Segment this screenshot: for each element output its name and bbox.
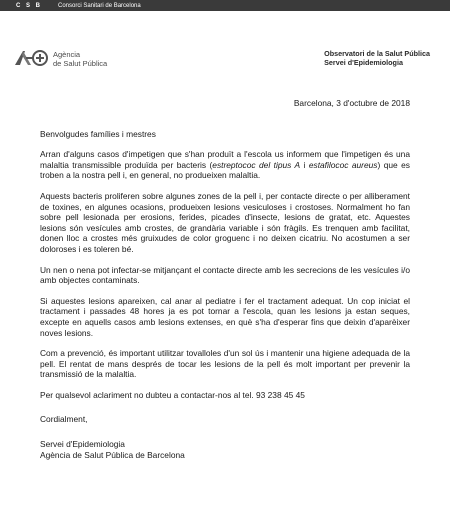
agency-name-line2: de Salut Pública <box>53 59 108 68</box>
paragraph-prevention: Com a prevenció, és important utilitzar tovalloles d'un sol ús i mantenir una higiene adequada de la pell. El rentat de mans després de tocar les lesions de la pell és molt important per prevenir la transmissió de la malaltia. <box>40 348 410 380</box>
servei-line: Servei d'Epidemiologia <box>324 58 403 67</box>
paragraph-treatment: Si aquestes lesions apareixen, cal anar al pediatre i fer el tractament adequat. Un cop iniciat el tractament i passades 48 hores ja es pot tornar a l'escola, quan les lesions ja estan seques, excepte en aquells casos amb lesions extenses, en què s'ha d'esperar fins que deixin d'aparèixer noves lesions. <box>40 295 410 338</box>
csb-abbreviation: C S B <box>16 2 43 9</box>
paragraph-intro <box>40 149 410 181</box>
paragraph-description: Aquests bacteris proliferen sobre algunes zones de la pell i, per contacte directe o per alliberament de toxines, en algunes ocasions, produeixen lesions vesiculoses i crostoses. Normalment ho fan sobre pell lesionada per erosions, ferides, picades d'insecte, lesions de gratat, etc. Aquestes lesions són vesícules amb crostes, de grandària variable i són fràgils. Es trenquen amb facilitat, donen lloc a crostes més gruixudes de color groguenc i no deixen cicatriu. No acostumen a ser doloroses i es toleren bé. <box>40 190 410 254</box>
paragraph-contact: Per qualsevol aclariment no dubteu a contactar-nos al tel. 93 238 45 45 <box>40 389 305 400</box>
signature-block <box>40 439 410 460</box>
bacteria-name-1: estreptococ del tipus A <box>212 159 301 170</box>
aspb-logo-icon <box>14 48 48 68</box>
agency-name <box>53 50 107 68</box>
letter-date: Barcelona, 3 d'octubre de 2018 <box>293 98 410 108</box>
department-name <box>324 49 430 67</box>
consorci-name: Consorci Sanitari de Barcelona <box>58 2 141 9</box>
intro-text-a: Arran d'alguns casos d'impetigen que s'han produït a l'escola us informem que l'impetigen és una malaltia transmissible produïda per bacteris ( <box>40 149 410 170</box>
consorci-header-bar <box>0 0 450 11</box>
paragraph-transmission: Un nen o nena pot infectar-se mitjançant el contacte directe amb les secrecions de les vesícules i/o amb objectes contaminats. <box>40 264 410 286</box>
letter-greeting: Benvolgudes famílies i mestres <box>40 128 156 139</box>
letterhead <box>0 40 450 80</box>
intro-text-b: i <box>300 159 309 170</box>
intro-text-c: ) que es troben a la nostra pell i, en general, no produeixen malaltia. <box>40 159 410 181</box>
signature-line2: Agència de Salut Pública de Barcelona <box>40 449 185 460</box>
signature-line1: Servei d'Epidemiologia <box>40 439 125 450</box>
letter-body <box>40 98 410 460</box>
observatori-line: Observatori de la Salut Pública <box>324 49 430 58</box>
bacteria-name-2: estafilococ aureus <box>308 159 378 170</box>
agency-name-line1: Agència <box>53 50 81 59</box>
letter-closing: Cordialment, <box>40 414 88 425</box>
